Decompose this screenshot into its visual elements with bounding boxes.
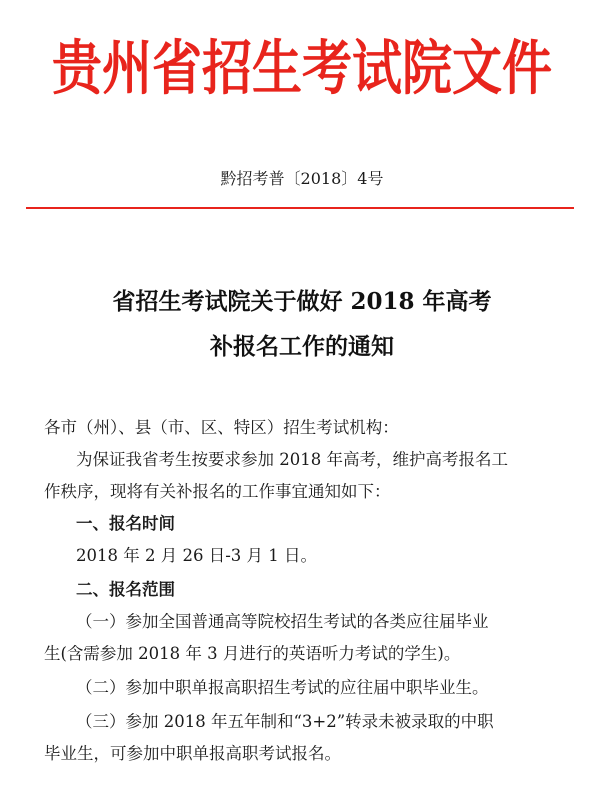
scope-item-1-line-1: （一）参加全国普通高等院校招生考试的各类应往届毕业 — [76, 612, 489, 631]
intro-paragraph-line-1: 为保证我省考生按要求参加 2018 年高考，维护高考报名工 — [76, 450, 508, 469]
header-divider-line — [26, 207, 574, 209]
section-heading-scope: 二、报名范围 — [76, 580, 175, 599]
scope-item-1-line-2: 生(含需参加 2018 年 3 月进行的英语听力考试的学生)。 — [44, 644, 461, 663]
scope-item-2: （二）参加中职单报高职招生考试的应往届中职毕业生。 — [76, 678, 489, 697]
scope-item-3-line-1: （三）参加 2018 年五年制和“3+2”转录未被录取的中职 — [76, 712, 494, 731]
scope-item-3-line-2: 毕业生，可参加中职单报高职考试报名。 — [44, 744, 341, 763]
notice-title-line-2: 补报名工作的通知 — [210, 333, 394, 360]
section-heading-time: 一、报名时间 — [76, 514, 175, 533]
intro-paragraph-line-2: 作秩序，现将有关补报名的工作事宜通知如下： — [44, 482, 391, 501]
document-number: 黔招考普〔2018〕4号 — [220, 169, 384, 188]
salutation: 各市（州）、县（市、区、特区）招生考试机构： — [44, 418, 399, 437]
issuing-agency-header: 贵州省招生考试院文件 — [52, 34, 552, 103]
section-text-time: 2018 年 2 月 26 日-3 月 1 日。 — [76, 546, 318, 565]
notice-title-line-1: 省招生考试院关于做好 2018 年高考 — [112, 288, 492, 315]
